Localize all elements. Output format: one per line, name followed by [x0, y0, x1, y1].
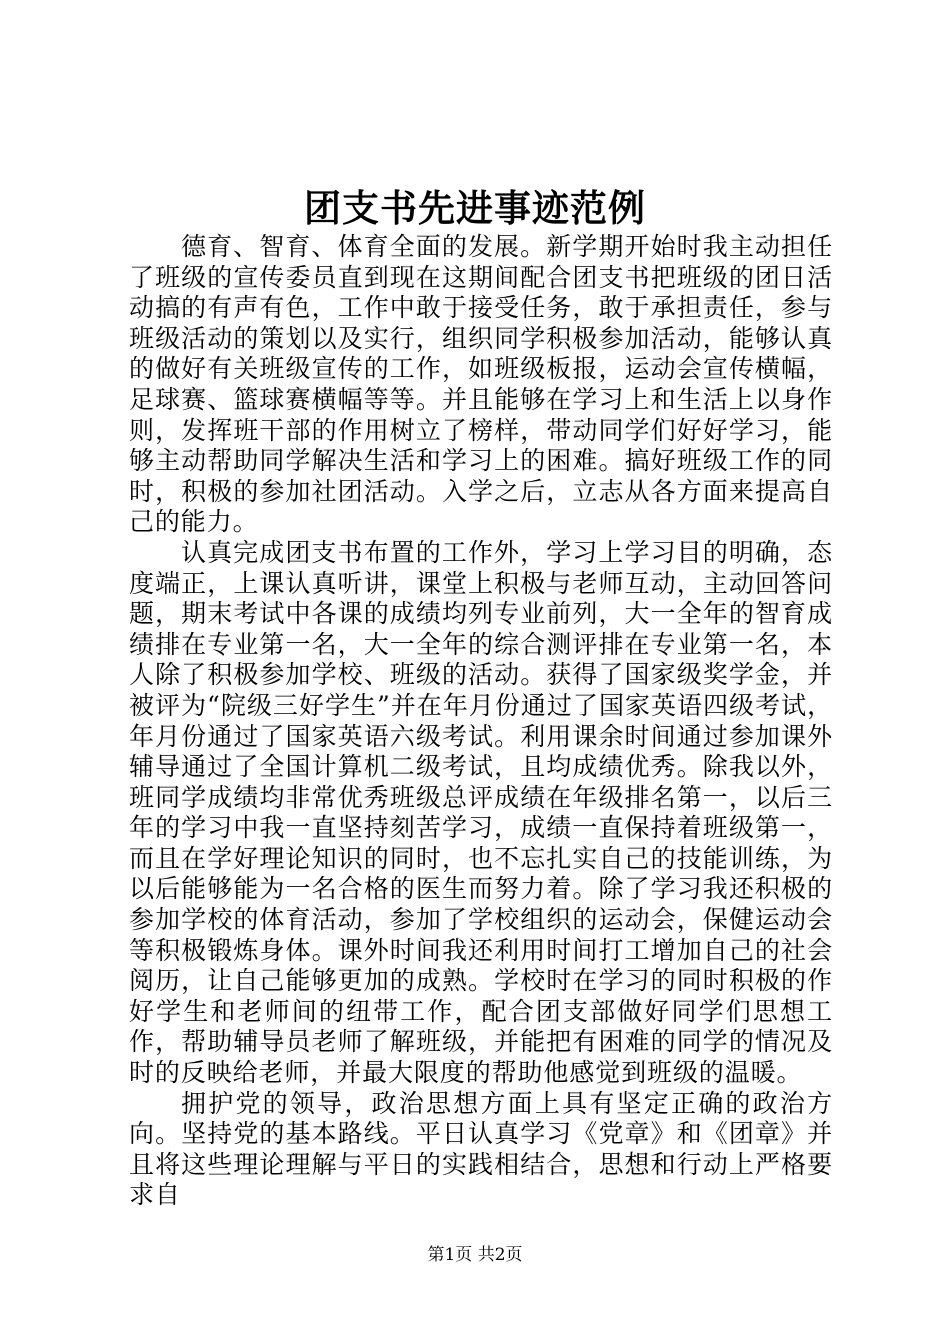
page-number-footer: 第1页 共2页 [427, 1245, 523, 1265]
paragraph-3: 拥护党的领导，政治思想方面上具有坚定正确的政治方向。坚持党的基本路线。平日认真学习《党章》和《团章》并且将这些理论理解与平日的实践相结合，思想和行动上严格要求自 [129, 1088, 833, 1210]
paragraph-1: 德育、智育、体育全面的发展。新学期开始时我主动担任了班级的宣传委员直到现在这期间配合团支书把班级的团日活动搞的有声有色，工作中敢于接受任务，敢于承担责任，参与班级活动的策划以及实行，组织同学积极参加活动，能够认真的做好有关班级宣传的工作，如班级板报，运动会宣传横幅，足球赛、篮球赛横幅等等。并且能够在学习上和生活上以身作则，发挥班干部的作用树立了榜样，带动同学们好好学习，能够主动帮助同学解决生活和学习上的困难。搞好班级工作的同时，积极的参加社团活动。入学之后，立志从各方面来提高自己的能力。 [129, 232, 833, 537]
document-body [129, 232, 833, 1211]
paragraph-2: 认真完成团支书布置的工作外，学习上学习目的明确，态度端正，上课认真听讲，课堂上积极与老师互动，主动回答问题，期末考试中各课的成绩均列专业前列，大一全年的智育成绩排在专业第一名，大一全年的综合测评排在专业第一名，本人除了积极参加学校、班级的活动。获得了国家级奖学金，并被评为“院级三好学生”并在年月份通过了国家英语四级考试，年月份通过了国家英语六级考试。利用课余时间通过参加课外辅导通过了全国计算机二级考试，且均成绩优秀。除我以外，班同学成绩均非常优秀班级总评成绩在年级排名第一，以后三年的学习中我一直坚持刻苦学习，成绩一直保持着班级第一，而且在学好理论知识的同时，也不忘扎实自己的技能训练，为以后能够能为一名合格的医生而努力着。除了学习我还积极的参加学校的体育活动，参加了学校组织的运动会，保健运动会等积极锻炼身体。课外时间我还利用时间打工增加自己的社会阅历，让自己能够更加的成熟。学校时在学习的同时积极的作好学生和老师间的纽带工作，配合团支部做好同学们思想工作，帮助辅导员老师了解班级，并能把有困难的同学的情况及时的反映给老师，并最大限度的帮助他感觉到班级的温暖。 [129, 537, 833, 1088]
document-title: 团支书先进事迹范例 [304, 186, 646, 230]
